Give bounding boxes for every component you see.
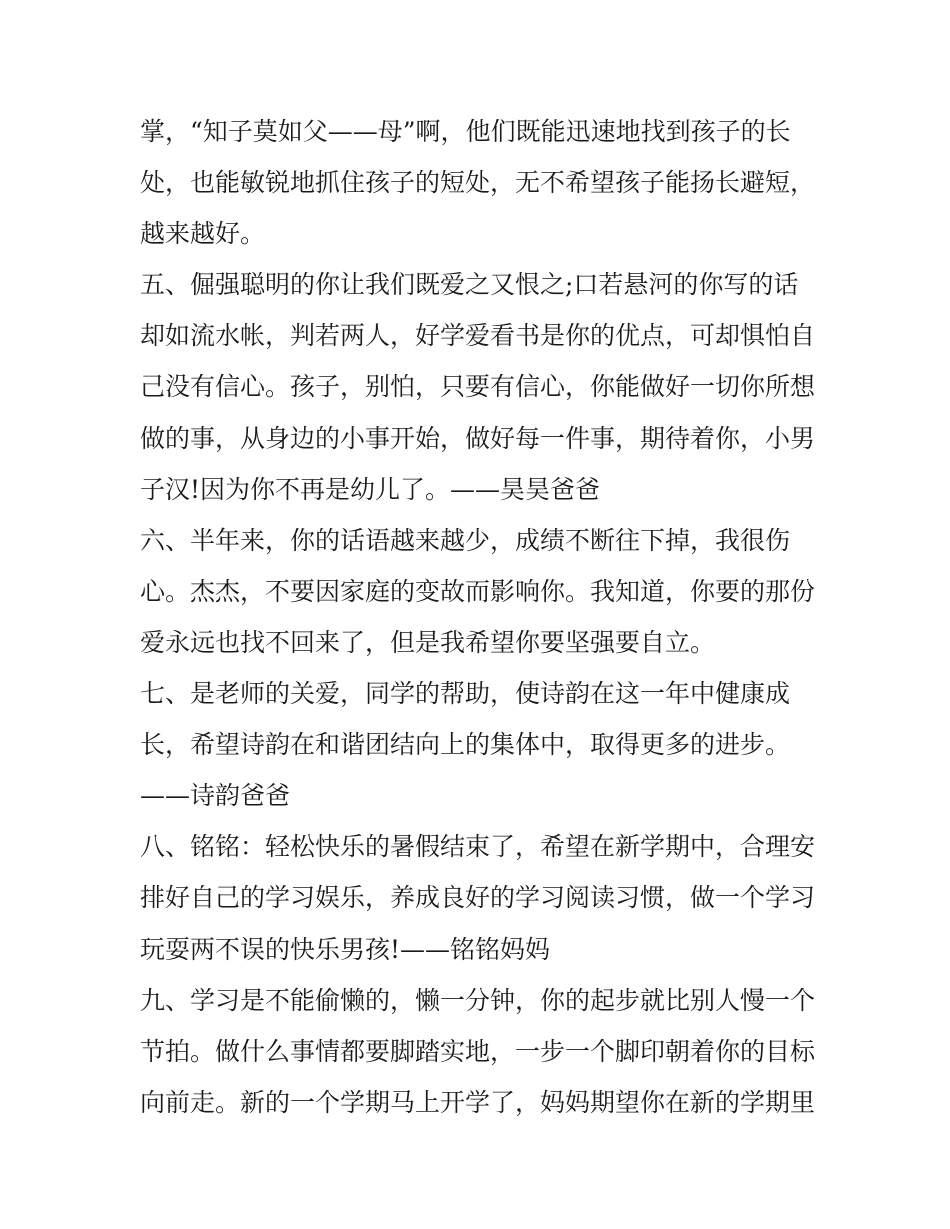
text-line: 五、倔强聪明的你让我们既爱之又恨之;口若悬河的你写的话: [140, 270, 799, 300]
text-line: 爱永远也找不回来了，但是我希望你要坚强要自立。: [140, 627, 716, 657]
text-line: 六、半年来，你的话语越来越少，成绩不断往下掉，我很伤: [140, 525, 791, 555]
text-line: 却如流水帐，判若两人，好学爱看书是你的优点，可却惧怕自: [140, 321, 816, 351]
text-line: 越来越好。: [140, 219, 266, 249]
text-line: 七、是老师的关爱，同学的帮助，使诗韵在这一年中健康成: [140, 679, 791, 709]
text-line: 己没有信心。孩子，别怕，只要有信心，你能做好一切你所想: [140, 372, 816, 402]
document-body-text: [140, 106, 820, 1128]
text-line: 九、学习是不能偷懒的，懒一分钟，你的起步就比别人慢一个: [140, 985, 816, 1015]
text-line: 节拍。做什么事情都要脚踏实地，一步一个脚印朝着你的目标: [140, 1036, 816, 1066]
text-line: 子汉!因为你不再是幼儿了。——昊昊爸爸: [140, 474, 601, 504]
text-line: 掌，“知子莫如父——母”啊，他们既能迅速地找到孩子的长: [140, 117, 791, 146]
text-line: 处，也能敏锐地抓住孩子的短处，无不希望孩子能扬长避短，: [140, 168, 816, 198]
text-line: 长，希望诗韵在和谐团结向上的集体中，取得更多的进步。: [140, 730, 791, 760]
text-line: 排好自己的学习娱乐，养成良好的学习阅读习惯，做一个学习: [140, 883, 816, 913]
text-line: ——诗韵爸爸: [140, 781, 291, 811]
text-line: 向前走。新的一个学期马上开学了，妈妈期望你在新的学期里: [140, 1087, 816, 1117]
text-line: 心。杰杰，不要因家庭的变故而影响你。我知道，你要的那份: [140, 576, 816, 606]
text-line: 八、铭铭：轻松快乐的暑假结束了，希望在新学期中，合理安: [140, 832, 816, 862]
text-line: 做的事，从身边的小事开始，做好每一件事，期待着你，小男: [140, 423, 816, 453]
text-line: 玩耍两不误的快乐男孩!——铭铭妈妈: [140, 934, 551, 964]
